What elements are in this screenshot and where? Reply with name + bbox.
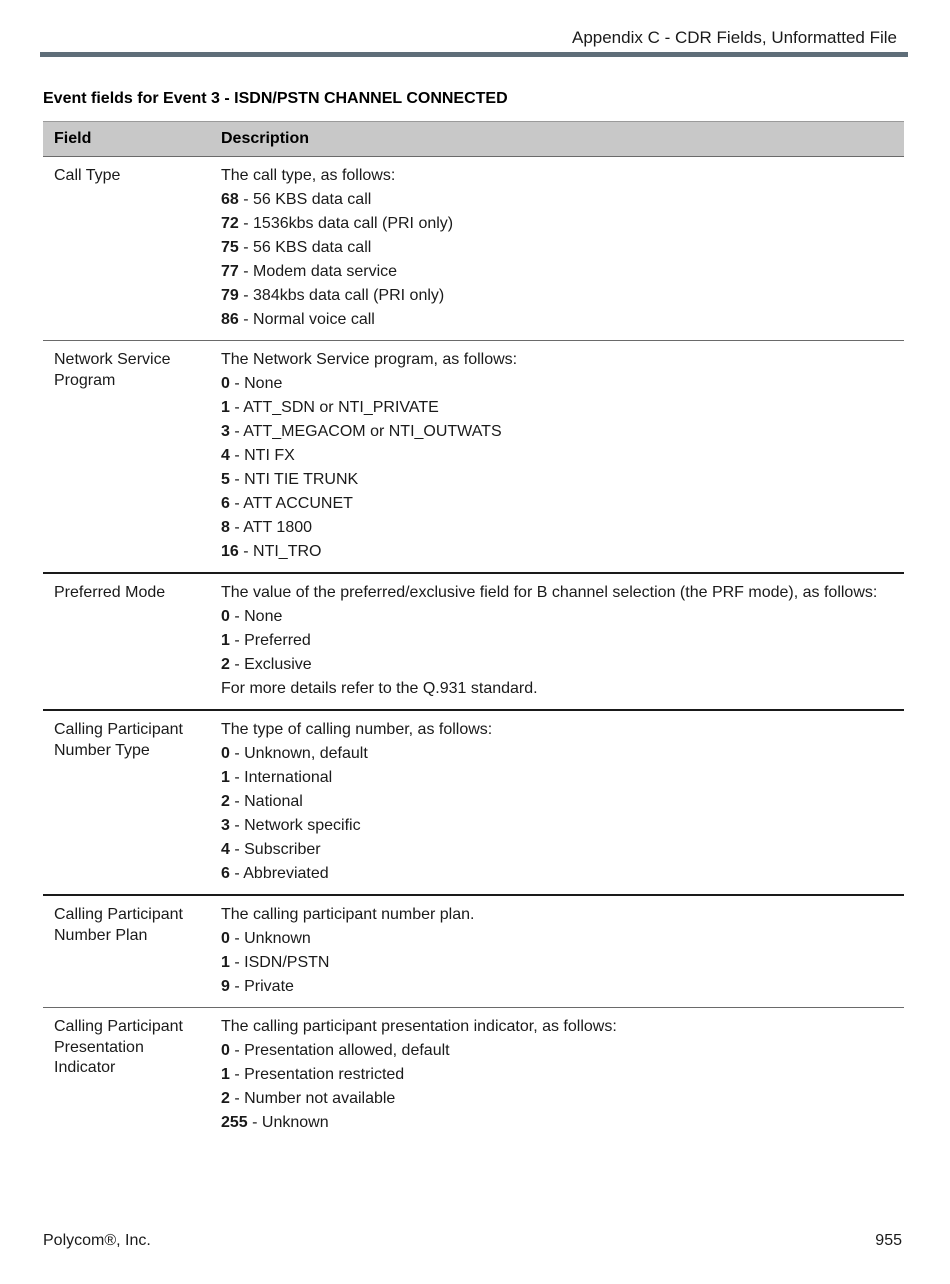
value-code: 86 xyxy=(221,311,239,328)
field-name-line: Calling Participant xyxy=(54,1018,183,1035)
value-meaning: - Exclusive xyxy=(229,656,312,673)
description-intro: The value of the preferred/exclusive field for B channel selection (the PRF mode), as follows: xyxy=(221,584,878,601)
section-title: Event fields for Event 3 - ISDN/PSTN CHANNEL CONNECTED xyxy=(43,90,508,107)
value-meaning: - 384kbs data call (PRI only) xyxy=(238,287,445,304)
value-item xyxy=(221,1039,904,1063)
value-meaning: - ATT_SDN or NTI_PRIVATE xyxy=(229,399,439,416)
value-item xyxy=(221,1063,904,1087)
value-meaning: - NTI TIE TRUNK xyxy=(229,471,359,488)
value-item xyxy=(221,372,904,396)
description-intro: The calling participant number plan. xyxy=(221,906,475,923)
value-item xyxy=(221,1111,904,1135)
value-code: 9 xyxy=(221,978,230,995)
value-item xyxy=(221,975,904,999)
value-code: 1 xyxy=(221,632,230,649)
field-name-line: Calling Participant xyxy=(54,721,183,738)
description-cell xyxy=(221,157,904,341)
value-code: 68 xyxy=(221,191,239,208)
field-cell xyxy=(43,710,221,895)
header-rule xyxy=(40,52,908,57)
value-code: 255 xyxy=(221,1114,248,1131)
value-meaning: - National xyxy=(229,793,303,810)
value-code: 4 xyxy=(221,841,230,858)
value-item xyxy=(221,396,904,420)
value-item xyxy=(221,516,904,540)
value-meaning: - ISDN/PSTN xyxy=(229,954,330,971)
field-name-line: Call Type xyxy=(54,167,121,184)
field-cell xyxy=(43,157,221,341)
page-number: 955 xyxy=(875,1232,902,1249)
value-meaning: - Unknown xyxy=(247,1114,329,1131)
value-item xyxy=(221,862,904,886)
field-name-line: Program xyxy=(54,371,116,389)
description-intro: The Network Service program, as follows: xyxy=(221,351,518,368)
value-item xyxy=(221,766,904,790)
table-row xyxy=(43,1008,904,1144)
value-code: 1 xyxy=(221,769,230,786)
value-code: 3 xyxy=(221,817,230,834)
table-row xyxy=(43,710,904,895)
value-meaning: - Unknown, default xyxy=(229,745,368,762)
value-meaning: - Presentation restricted xyxy=(229,1066,405,1083)
value-meaning: - None xyxy=(229,608,283,625)
value-meaning: - Number not available xyxy=(229,1090,396,1107)
value-item xyxy=(221,260,904,284)
field-cell xyxy=(43,573,221,710)
value-item xyxy=(221,951,904,975)
value-meaning: - NTI FX xyxy=(229,447,295,464)
value-item xyxy=(221,605,904,629)
value-meaning: - ATT ACCUNET xyxy=(229,495,353,512)
value-meaning: - Presentation allowed, default xyxy=(229,1042,450,1059)
value-meaning: - None xyxy=(229,375,283,392)
value-meaning: - Modem data service xyxy=(238,263,398,280)
column-header-description: Description xyxy=(221,122,904,157)
value-code: 5 xyxy=(221,471,230,488)
value-item xyxy=(221,188,904,212)
value-item xyxy=(221,284,904,308)
value-meaning: - 56 KBS data call xyxy=(238,239,372,256)
value-code: 1 xyxy=(221,954,230,971)
table-header-row xyxy=(43,122,904,157)
description-cell xyxy=(221,895,904,1008)
table-row xyxy=(43,573,904,710)
value-code: 0 xyxy=(221,745,230,762)
value-meaning: - 1536kbs data call (PRI only) xyxy=(238,215,454,232)
event-fields-table xyxy=(43,121,904,1143)
value-meaning: - Subscriber xyxy=(229,841,321,858)
field-cell xyxy=(43,341,221,574)
footer-company: Polycom®, Inc. xyxy=(43,1232,151,1249)
running-header: Appendix C - CDR Fields, Unformatted File xyxy=(571,28,897,47)
value-item xyxy=(221,927,904,951)
value-item xyxy=(221,236,904,260)
value-meaning: - NTI_TRO xyxy=(238,543,322,560)
table-row xyxy=(43,341,904,574)
description-cell xyxy=(221,573,904,710)
description-intro: The call type, as follows: xyxy=(221,167,396,184)
description-note: For more details refer to the Q.931 standard. xyxy=(221,680,538,697)
value-item xyxy=(221,444,904,468)
field-name-line: Preferred Mode xyxy=(54,584,166,601)
field-name-line: Presentation xyxy=(54,1038,144,1056)
value-code: 1 xyxy=(221,399,230,416)
value-item xyxy=(221,814,904,838)
value-meaning: - Network specific xyxy=(229,817,361,834)
value-code: 2 xyxy=(221,1090,230,1107)
value-code: 2 xyxy=(221,793,230,810)
value-item xyxy=(221,468,904,492)
value-code: 4 xyxy=(221,447,230,464)
value-item xyxy=(221,742,904,766)
value-meaning: - Private xyxy=(229,978,294,995)
field-name-line: Number Plan xyxy=(54,926,148,944)
table-row xyxy=(43,157,904,341)
value-meaning: - International xyxy=(229,769,333,786)
value-code: 8 xyxy=(221,519,230,536)
value-meaning: - Preferred xyxy=(229,632,311,649)
value-meaning: - ATT_MEGACOM or NTI_OUTWATS xyxy=(229,423,502,440)
column-header-field: Field xyxy=(43,122,221,157)
field-name-line: Number Type xyxy=(54,741,150,759)
value-code: 0 xyxy=(221,375,230,392)
value-item xyxy=(221,629,904,653)
value-code: 0 xyxy=(221,608,230,625)
description-intro: The calling participant presentation indicator, as follows: xyxy=(221,1018,617,1035)
value-code: 72 xyxy=(221,215,239,232)
value-item xyxy=(221,420,904,444)
value-item xyxy=(221,838,904,862)
field-cell xyxy=(43,895,221,1008)
value-code: 1 xyxy=(221,1066,230,1083)
value-item xyxy=(221,492,904,516)
value-item xyxy=(221,212,904,236)
description-cell xyxy=(221,341,904,574)
value-code: 2 xyxy=(221,656,230,673)
value-item xyxy=(221,790,904,814)
field-name-line: Indicator xyxy=(54,1059,116,1076)
value-meaning: - Normal voice call xyxy=(238,311,375,328)
value-meaning: - Unknown xyxy=(229,930,311,947)
table-body xyxy=(43,157,904,1144)
value-meaning: - ATT 1800 xyxy=(229,519,313,536)
field-cell xyxy=(43,1008,221,1144)
value-code: 77 xyxy=(221,263,239,280)
value-code: 6 xyxy=(221,865,230,882)
value-code: 16 xyxy=(221,543,239,560)
value-item xyxy=(221,653,904,677)
value-item xyxy=(221,308,904,332)
description-cell xyxy=(221,1008,904,1144)
value-meaning: - 56 KBS data call xyxy=(238,191,372,208)
field-name-line: Calling Participant xyxy=(54,906,183,923)
value-item xyxy=(221,540,904,564)
field-name-line: Network Service xyxy=(54,351,171,368)
value-item xyxy=(221,1087,904,1111)
description-cell xyxy=(221,710,904,895)
description-intro: The type of calling number, as follows: xyxy=(221,721,493,738)
value-code: 6 xyxy=(221,495,230,512)
value-meaning: - Abbreviated xyxy=(229,865,329,882)
value-code: 79 xyxy=(221,287,239,304)
value-code: 75 xyxy=(221,239,239,256)
value-code: 0 xyxy=(221,1042,230,1059)
value-code: 3 xyxy=(221,423,230,440)
table-row xyxy=(43,895,904,1008)
value-code: 0 xyxy=(221,930,230,947)
